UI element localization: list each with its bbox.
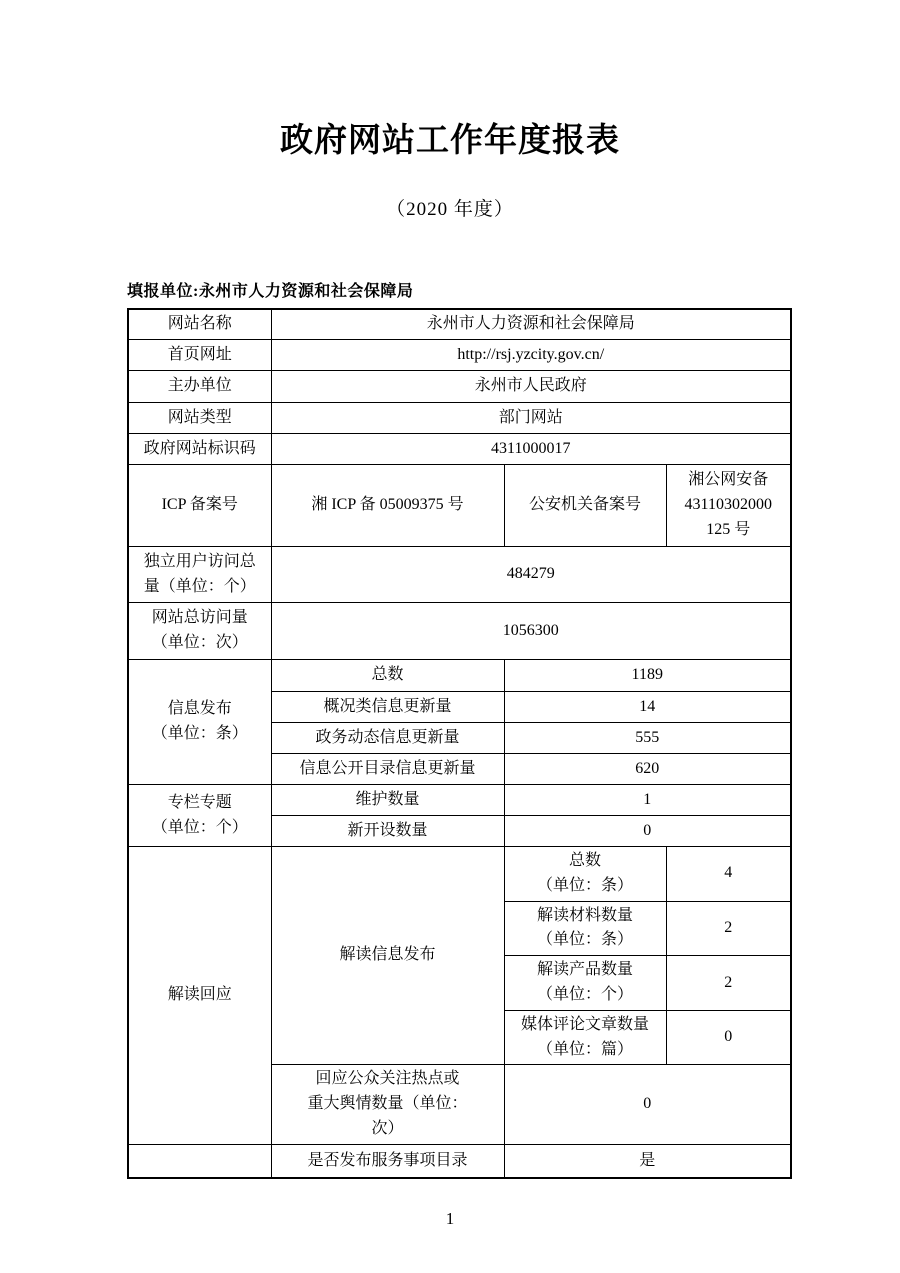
- special-topics-item-value: 1: [504, 785, 791, 816]
- interpretation-item-unit-line: （单位：条）: [536, 931, 633, 949]
- interpretation-item-unit-line: （单位：个）: [536, 986, 633, 1004]
- icp-value: 湘 ICP 备 05009375 号: [271, 465, 504, 547]
- row-site-name: [128, 309, 791, 340]
- service-catalog-label: 是否发布服务事项目录: [271, 1144, 504, 1178]
- interpretation-item-label: [504, 847, 666, 902]
- police-filing-value-line: 湘公网安备: [688, 471, 769, 489]
- site-type-label: 网站类型: [128, 403, 271, 434]
- row-site-code: [128, 434, 791, 465]
- page-number: 1: [445, 1209, 455, 1229]
- row-info-release-total: [128, 660, 791, 692]
- hotspot-label-line: 重大舆情数量（单位：: [307, 1095, 468, 1113]
- interpretation-item-label-line: 解读材料数量: [536, 906, 633, 924]
- info-release-group-label: [128, 660, 271, 785]
- unique-visitors-label-line: 独立用户访问总: [143, 552, 256, 570]
- police-filing-label: 公安机关备案号: [504, 465, 666, 547]
- info-release-item-label: 总数: [271, 660, 504, 692]
- info-release-label-line: 信息发布: [167, 700, 232, 718]
- interpretation-item-unit-line: （单位：条）: [536, 876, 633, 894]
- home-url-value: http://rsj.yzcity.gov.cn/: [271, 340, 791, 371]
- sponsor-label: 主办单位: [128, 371, 271, 403]
- unique-visitors-label-line: 量（单位：个）: [143, 577, 256, 595]
- info-release-item-label: 信息公开目录信息更新量: [271, 754, 504, 785]
- info-release-item-value: 555: [504, 723, 791, 754]
- interpretation-item-label: [504, 901, 666, 956]
- row-home-url: [128, 340, 791, 371]
- unique-visitors-label: [128, 547, 271, 603]
- special-topics-item-label: 新开设数量: [271, 816, 504, 847]
- site-code-label: 政府网站标识码: [128, 434, 271, 465]
- hotspot-label-line: 次）: [371, 1120, 404, 1138]
- home-url-label: 首页网址: [128, 340, 271, 371]
- site-code-value: 4311000017: [271, 434, 791, 465]
- interpretation-item-value: 4: [666, 847, 791, 902]
- info-release-item-label: 政务动态信息更新量: [271, 723, 504, 754]
- info-release-item-value: 14: [504, 692, 791, 723]
- special-topics-item-value: 0: [504, 816, 791, 847]
- hotspot-label-line: 回应公众关注热点或: [315, 1070, 460, 1088]
- interpretation-item-value: 2: [666, 901, 791, 956]
- hotspot-response-label: [271, 1065, 504, 1144]
- service-catalog-value: 是: [504, 1144, 791, 1178]
- row-total-visits: [128, 603, 791, 660]
- police-filing-value-line: 43110302000: [684, 496, 772, 514]
- special-topics-item-label: 维护数量: [271, 785, 504, 816]
- unique-visitors-value: 484279: [271, 547, 791, 603]
- site-name-label: 网站名称: [128, 309, 271, 340]
- total-visits-label-line: 网站总访问量: [151, 609, 248, 627]
- interpretation-item-label: [504, 1010, 666, 1065]
- police-filing-value-line: 125 号: [706, 520, 751, 538]
- special-topics-label-line: 专栏专题: [167, 793, 232, 811]
- info-release-item-label: 概况类信息更新量: [271, 692, 504, 723]
- interpretation-item-label-line: 总数: [568, 852, 601, 870]
- site-type-value: 部门网站: [271, 403, 791, 434]
- icp-label: ICP 备案号: [128, 465, 271, 547]
- total-visits-value: 1056300: [271, 603, 791, 660]
- interpretation-item-value: 0: [666, 1010, 791, 1065]
- info-release-label-line: （单位：条）: [151, 725, 248, 743]
- total-visits-label: [128, 603, 271, 660]
- row-special-topics-maintained: [128, 785, 791, 816]
- site-name-value: 永州市人力资源和社会保障局: [271, 309, 791, 340]
- interpretation-group-label: 解读回应: [128, 847, 271, 1145]
- interpretation-item-label: [504, 956, 666, 1011]
- interpretation-release-label: 解读信息发布: [271, 847, 504, 1065]
- row-sponsor: [128, 371, 791, 403]
- row-service-catalog: [128, 1144, 791, 1178]
- document-title: 政府网站工作年度报表: [280, 121, 620, 158]
- interpretation-item-unit-line: （单位：篇）: [536, 1040, 633, 1058]
- info-release-item-value: 1189: [504, 660, 791, 692]
- interpretation-item-label-line: 解读产品数量: [536, 961, 633, 979]
- row-interpretation-total: [128, 847, 791, 902]
- special-topics-group-label: [128, 785, 271, 847]
- document-subtitle: （2020 年度）: [386, 198, 514, 220]
- police-filing-value: [666, 465, 791, 547]
- special-topics-label-line: （单位：个）: [151, 818, 248, 836]
- hotspot-response-value: 0: [504, 1065, 791, 1144]
- total-visits-label-line: （单位：次）: [151, 634, 248, 652]
- reporting-unit: 填报单位:永州市人力资源和社会保障局: [127, 282, 414, 300]
- row-icp: [128, 465, 791, 547]
- empty-cell: [128, 1144, 271, 1178]
- row-unique-visitors: [128, 547, 791, 603]
- sponsor-value: 永州市人民政府: [271, 371, 791, 403]
- info-release-item-value: 620: [504, 754, 791, 785]
- interpretation-item-value: 2: [666, 956, 791, 1011]
- interpretation-item-label-line: 媒体评论文章数量: [520, 1015, 649, 1033]
- row-site-type: [128, 403, 791, 434]
- annual-report-table: [127, 308, 792, 1180]
